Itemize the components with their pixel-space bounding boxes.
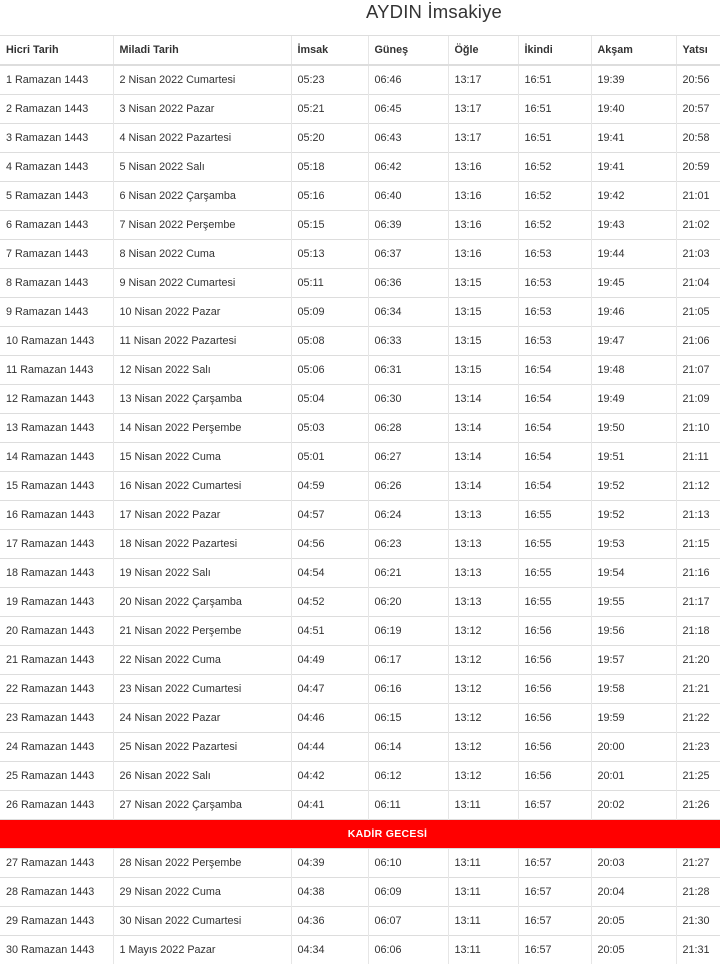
cell-gunes: 06:43 <box>368 124 448 153</box>
table-row <box>0 443 720 472</box>
cell-hicri-tarih: 14 Ramazan 1443 <box>0 443 113 472</box>
cell-miladi-tarih: 18 Nisan 2022 Pazartesi <box>113 530 291 559</box>
cell-gunes: 06:21 <box>368 559 448 588</box>
cell-imsak: 04:36 <box>291 907 368 936</box>
table-row <box>0 501 720 530</box>
cell-hicri-tarih: 23 Ramazan 1443 <box>0 704 113 733</box>
table-row <box>0 240 720 269</box>
cell-gunes: 06:06 <box>368 936 448 964</box>
cell-miladi-tarih: 17 Nisan 2022 Pazar <box>113 501 291 530</box>
cell-ogle: 13:17 <box>448 95 518 124</box>
cell-imsak: 05:01 <box>291 443 368 472</box>
table-row <box>0 675 720 704</box>
cell-hicri-tarih: 3 Ramazan 1443 <box>0 124 113 153</box>
cell-yatsi: 21:12 <box>676 472 720 501</box>
cell-miladi-tarih: 8 Nisan 2022 Cuma <box>113 240 291 269</box>
cell-miladi-tarih: 26 Nisan 2022 Salı <box>113 762 291 791</box>
cell-miladi-tarih: 30 Nisan 2022 Cumartesi <box>113 907 291 936</box>
cell-imsak: 04:42 <box>291 762 368 791</box>
cell-yatsi: 21:21 <box>676 675 720 704</box>
cell-gunes: 06:14 <box>368 733 448 762</box>
cell-imsak: 05:06 <box>291 356 368 385</box>
table-row <box>0 298 720 327</box>
cell-gunes: 06:26 <box>368 472 448 501</box>
cell-ogle: 13:12 <box>448 646 518 675</box>
cell-hicri-tarih: 13 Ramazan 1443 <box>0 414 113 443</box>
cell-miladi-tarih: 9 Nisan 2022 Cumartesi <box>113 269 291 298</box>
cell-imsak: 04:54 <box>291 559 368 588</box>
cell-ogle: 13:12 <box>448 762 518 791</box>
cell-hicri-tarih: 8 Ramazan 1443 <box>0 269 113 298</box>
table-row <box>0 936 720 964</box>
cell-miladi-tarih: 4 Nisan 2022 Pazartesi <box>113 124 291 153</box>
table-row <box>0 762 720 791</box>
cell-gunes: 06:45 <box>368 95 448 124</box>
cell-imsak: 05:03 <box>291 414 368 443</box>
cell-ikindi: 16:57 <box>518 907 591 936</box>
cell-ogle: 13:11 <box>448 878 518 907</box>
cell-miladi-tarih: 7 Nisan 2022 Perşembe <box>113 211 291 240</box>
cell-aksam: 19:52 <box>591 501 676 530</box>
cell-gunes: 06:42 <box>368 153 448 182</box>
cell-aksam: 19:42 <box>591 182 676 211</box>
cell-ogle: 13:14 <box>448 472 518 501</box>
cell-ogle: 13:12 <box>448 733 518 762</box>
cell-hicri-tarih: 9 Ramazan 1443 <box>0 298 113 327</box>
cell-yatsi: 21:02 <box>676 211 720 240</box>
cell-ikindi: 16:55 <box>518 588 591 617</box>
cell-ogle: 13:11 <box>448 936 518 964</box>
cell-gunes: 06:46 <box>368 65 448 95</box>
cell-ogle: 13:12 <box>448 675 518 704</box>
cell-aksam: 19:58 <box>591 675 676 704</box>
header-ogle: Öğle <box>448 36 518 66</box>
table-row <box>0 211 720 240</box>
cell-yatsi: 21:07 <box>676 356 720 385</box>
cell-imsak: 05:23 <box>291 65 368 95</box>
cell-yatsi: 21:17 <box>676 588 720 617</box>
table-row <box>0 907 720 936</box>
table-body <box>0 65 720 964</box>
cell-ikindi: 16:54 <box>518 385 591 414</box>
cell-miladi-tarih: 28 Nisan 2022 Perşembe <box>113 849 291 878</box>
cell-hicri-tarih: 4 Ramazan 1443 <box>0 153 113 182</box>
cell-imsak: 04:57 <box>291 501 368 530</box>
cell-ikindi: 16:57 <box>518 791 591 820</box>
cell-miladi-tarih: 23 Nisan 2022 Cumartesi <box>113 675 291 704</box>
cell-ikindi: 16:56 <box>518 646 591 675</box>
table-row <box>0 269 720 298</box>
cell-hicri-tarih: 22 Ramazan 1443 <box>0 675 113 704</box>
cell-ikindi: 16:57 <box>518 849 591 878</box>
cell-yatsi: 20:56 <box>676 65 720 95</box>
cell-miladi-tarih: 14 Nisan 2022 Perşembe <box>113 414 291 443</box>
table-row <box>0 414 720 443</box>
cell-miladi-tarih: 11 Nisan 2022 Pazartesi <box>113 327 291 356</box>
table-row <box>0 791 720 820</box>
cell-imsak: 05:15 <box>291 211 368 240</box>
cell-miladi-tarih: 29 Nisan 2022 Cuma <box>113 878 291 907</box>
cell-imsak: 04:59 <box>291 472 368 501</box>
cell-ogle: 13:16 <box>448 182 518 211</box>
cell-yatsi: 21:10 <box>676 414 720 443</box>
header-row <box>0 36 720 66</box>
cell-gunes: 06:10 <box>368 849 448 878</box>
cell-ogle: 13:16 <box>448 153 518 182</box>
table-row <box>0 733 720 762</box>
cell-aksam: 19:52 <box>591 472 676 501</box>
cell-imsak: 05:04 <box>291 385 368 414</box>
table-row <box>0 530 720 559</box>
cell-ikindi: 16:56 <box>518 704 591 733</box>
cell-hicri-tarih: 15 Ramazan 1443 <box>0 472 113 501</box>
cell-imsak: 04:46 <box>291 704 368 733</box>
cell-aksam: 19:59 <box>591 704 676 733</box>
cell-miladi-tarih: 22 Nisan 2022 Cuma <box>113 646 291 675</box>
table-row <box>0 559 720 588</box>
cell-ogle: 13:15 <box>448 327 518 356</box>
cell-imsak: 05:16 <box>291 182 368 211</box>
header-imsak: İmsak <box>291 36 368 66</box>
cell-miladi-tarih: 25 Nisan 2022 Pazartesi <box>113 733 291 762</box>
cell-ikindi: 16:57 <box>518 936 591 964</box>
cell-ikindi: 16:51 <box>518 95 591 124</box>
cell-ogle: 13:13 <box>448 501 518 530</box>
cell-ogle: 13:11 <box>448 907 518 936</box>
cell-ogle: 13:11 <box>448 791 518 820</box>
cell-ikindi: 16:51 <box>518 65 591 95</box>
cell-ogle: 13:17 <box>448 65 518 95</box>
table-row <box>0 356 720 385</box>
cell-hicri-tarih: 30 Ramazan 1443 <box>0 936 113 964</box>
cell-yatsi: 20:59 <box>676 153 720 182</box>
cell-yatsi: 20:57 <box>676 95 720 124</box>
cell-ikindi: 16:56 <box>518 675 591 704</box>
cell-aksam: 19:53 <box>591 530 676 559</box>
cell-hicri-tarih: 7 Ramazan 1443 <box>0 240 113 269</box>
cell-ogle: 13:14 <box>448 443 518 472</box>
cell-ogle: 13:12 <box>448 617 518 646</box>
cell-imsak: 05:09 <box>291 298 368 327</box>
cell-aksam: 19:57 <box>591 646 676 675</box>
cell-gunes: 06:15 <box>368 704 448 733</box>
header-hicri-tarih: Hicri Tarih <box>0 36 113 66</box>
cell-aksam: 19:54 <box>591 559 676 588</box>
cell-ikindi: 16:51 <box>518 124 591 153</box>
cell-imsak: 04:38 <box>291 878 368 907</box>
table-row <box>0 327 720 356</box>
cell-imsak: 05:08 <box>291 327 368 356</box>
cell-gunes: 06:24 <box>368 501 448 530</box>
cell-aksam: 19:41 <box>591 124 676 153</box>
cell-gunes: 06:07 <box>368 907 448 936</box>
cell-gunes: 06:39 <box>368 211 448 240</box>
cell-hicri-tarih: 21 Ramazan 1443 <box>0 646 113 675</box>
cell-miladi-tarih: 1 Mayıs 2022 Pazar <box>113 936 291 964</box>
cell-hicri-tarih: 5 Ramazan 1443 <box>0 182 113 211</box>
cell-ikindi: 16:56 <box>518 733 591 762</box>
cell-ogle: 13:11 <box>448 849 518 878</box>
cell-aksam: 20:03 <box>591 849 676 878</box>
table-row <box>0 849 720 878</box>
cell-aksam: 19:49 <box>591 385 676 414</box>
cell-imsak: 04:51 <box>291 617 368 646</box>
cell-ikindi: 16:52 <box>518 211 591 240</box>
cell-gunes: 06:27 <box>368 443 448 472</box>
cell-imsak: 05:18 <box>291 153 368 182</box>
cell-aksam: 19:48 <box>591 356 676 385</box>
cell-hicri-tarih: 6 Ramazan 1443 <box>0 211 113 240</box>
cell-miladi-tarih: 15 Nisan 2022 Cuma <box>113 443 291 472</box>
cell-imsak: 05:20 <box>291 124 368 153</box>
cell-yatsi: 20:58 <box>676 124 720 153</box>
cell-gunes: 06:12 <box>368 762 448 791</box>
header-miladi-tarih: Miladi Tarih <box>113 36 291 66</box>
table-row <box>0 878 720 907</box>
cell-aksam: 19:45 <box>591 269 676 298</box>
cell-miladi-tarih: 12 Nisan 2022 Salı <box>113 356 291 385</box>
cell-ogle: 13:15 <box>448 269 518 298</box>
cell-aksam: 20:01 <box>591 762 676 791</box>
header-gunes: Güneş <box>368 36 448 66</box>
cell-ogle: 13:17 <box>448 124 518 153</box>
cell-aksam: 20:05 <box>591 936 676 964</box>
table-row <box>0 124 720 153</box>
cell-yatsi: 21:28 <box>676 878 720 907</box>
cell-hicri-tarih: 27 Ramazan 1443 <box>0 849 113 878</box>
cell-aksam: 19:55 <box>591 588 676 617</box>
cell-gunes: 06:28 <box>368 414 448 443</box>
cell-ikindi: 16:53 <box>518 269 591 298</box>
cell-ogle: 13:14 <box>448 414 518 443</box>
cell-gunes: 06:17 <box>368 646 448 675</box>
cell-aksam: 20:04 <box>591 878 676 907</box>
cell-imsak: 04:44 <box>291 733 368 762</box>
cell-miladi-tarih: 6 Nisan 2022 Çarşamba <box>113 182 291 211</box>
cell-yatsi: 21:13 <box>676 501 720 530</box>
page-title: AYDIN İmsakiye <box>0 0 720 34</box>
cell-ikindi: 16:54 <box>518 414 591 443</box>
table-row <box>0 153 720 182</box>
cell-aksam: 19:51 <box>591 443 676 472</box>
cell-hicri-tarih: 28 Ramazan 1443 <box>0 878 113 907</box>
cell-miladi-tarih: 2 Nisan 2022 Cumartesi <box>113 65 291 95</box>
cell-imsak: 04:47 <box>291 675 368 704</box>
cell-hicri-tarih: 12 Ramazan 1443 <box>0 385 113 414</box>
cell-gunes: 06:40 <box>368 182 448 211</box>
cell-miladi-tarih: 16 Nisan 2022 Cumartesi <box>113 472 291 501</box>
cell-ikindi: 16:56 <box>518 762 591 791</box>
cell-gunes: 06:23 <box>368 530 448 559</box>
cell-ikindi: 16:53 <box>518 240 591 269</box>
cell-yatsi: 21:20 <box>676 646 720 675</box>
cell-ikindi: 16:54 <box>518 443 591 472</box>
table-row <box>0 472 720 501</box>
cell-ogle: 13:13 <box>448 530 518 559</box>
cell-gunes: 06:09 <box>368 878 448 907</box>
cell-miladi-tarih: 19 Nisan 2022 Salı <box>113 559 291 588</box>
cell-ogle: 13:14 <box>448 385 518 414</box>
cell-imsak: 05:13 <box>291 240 368 269</box>
cell-hicri-tarih: 24 Ramazan 1443 <box>0 733 113 762</box>
cell-imsak: 04:52 <box>291 588 368 617</box>
cell-gunes: 06:16 <box>368 675 448 704</box>
header-aksam: Akşam <box>591 36 676 66</box>
cell-hicri-tarih: 26 Ramazan 1443 <box>0 791 113 820</box>
cell-aksam: 20:05 <box>591 907 676 936</box>
table-row <box>0 385 720 414</box>
cell-ikindi: 16:53 <box>518 327 591 356</box>
table-row <box>0 646 720 675</box>
cell-hicri-tarih: 25 Ramazan 1443 <box>0 762 113 791</box>
cell-aksam: 20:02 <box>591 791 676 820</box>
cell-miladi-tarih: 27 Nisan 2022 Çarşamba <box>113 791 291 820</box>
cell-ogle: 13:12 <box>448 704 518 733</box>
cell-aksam: 19:47 <box>591 327 676 356</box>
cell-ikindi: 16:53 <box>518 298 591 327</box>
cell-yatsi: 21:30 <box>676 907 720 936</box>
cell-gunes: 06:37 <box>368 240 448 269</box>
cell-miladi-tarih: 5 Nisan 2022 Salı <box>113 153 291 182</box>
cell-miladi-tarih: 24 Nisan 2022 Pazar <box>113 704 291 733</box>
cell-gunes: 06:20 <box>368 588 448 617</box>
cell-yatsi: 21:06 <box>676 327 720 356</box>
cell-ikindi: 16:52 <box>518 153 591 182</box>
cell-yatsi: 21:04 <box>676 269 720 298</box>
cell-ogle: 13:13 <box>448 559 518 588</box>
cell-aksam: 19:43 <box>591 211 676 240</box>
cell-imsak: 04:41 <box>291 791 368 820</box>
cell-yatsi: 21:23 <box>676 733 720 762</box>
cell-gunes: 06:33 <box>368 327 448 356</box>
cell-miladi-tarih: 21 Nisan 2022 Perşembe <box>113 617 291 646</box>
cell-aksam: 20:00 <box>591 733 676 762</box>
cell-ogle: 13:16 <box>448 240 518 269</box>
table-row <box>0 617 720 646</box>
cell-aksam: 19:39 <box>591 65 676 95</box>
cell-hicri-tarih: 20 Ramazan 1443 <box>0 617 113 646</box>
cell-aksam: 19:41 <box>591 153 676 182</box>
cell-aksam: 19:44 <box>591 240 676 269</box>
cell-gunes: 06:34 <box>368 298 448 327</box>
cell-ikindi: 16:55 <box>518 501 591 530</box>
cell-hicri-tarih: 18 Ramazan 1443 <box>0 559 113 588</box>
cell-miladi-tarih: 20 Nisan 2022 Çarşamba <box>113 588 291 617</box>
cell-yatsi: 21:27 <box>676 849 720 878</box>
kadir-gecesi-banner-row <box>0 820 720 849</box>
cell-ogle: 13:16 <box>448 211 518 240</box>
cell-aksam: 19:40 <box>591 95 676 124</box>
cell-gunes: 06:31 <box>368 356 448 385</box>
cell-yatsi: 21:22 <box>676 704 720 733</box>
cell-ikindi: 16:54 <box>518 356 591 385</box>
cell-yatsi: 21:03 <box>676 240 720 269</box>
cell-ikindi: 16:55 <box>518 559 591 588</box>
cell-yatsi: 21:01 <box>676 182 720 211</box>
cell-hicri-tarih: 1 Ramazan 1443 <box>0 65 113 95</box>
cell-yatsi: 21:15 <box>676 530 720 559</box>
cell-hicri-tarih: 17 Ramazan 1443 <box>0 530 113 559</box>
cell-ikindi: 16:54 <box>518 472 591 501</box>
cell-gunes: 06:11 <box>368 791 448 820</box>
cell-imsak: 05:11 <box>291 269 368 298</box>
table-row <box>0 182 720 211</box>
cell-aksam: 19:56 <box>591 617 676 646</box>
cell-yatsi: 21:09 <box>676 385 720 414</box>
cell-yatsi: 21:16 <box>676 559 720 588</box>
cell-gunes: 06:19 <box>368 617 448 646</box>
table-row <box>0 588 720 617</box>
cell-miladi-tarih: 13 Nisan 2022 Çarşamba <box>113 385 291 414</box>
cell-miladi-tarih: 3 Nisan 2022 Pazar <box>113 95 291 124</box>
cell-ikindi: 16:56 <box>518 617 591 646</box>
cell-hicri-tarih: 2 Ramazan 1443 <box>0 95 113 124</box>
cell-imsak: 04:56 <box>291 530 368 559</box>
cell-yatsi: 21:26 <box>676 791 720 820</box>
cell-ikindi: 16:52 <box>518 182 591 211</box>
table-row <box>0 65 720 95</box>
cell-imsak: 04:39 <box>291 849 368 878</box>
cell-ikindi: 16:55 <box>518 530 591 559</box>
cell-hicri-tarih: 11 Ramazan 1443 <box>0 356 113 385</box>
cell-imsak: 04:34 <box>291 936 368 964</box>
cell-ogle: 13:15 <box>448 298 518 327</box>
cell-hicri-tarih: 19 Ramazan 1443 <box>0 588 113 617</box>
table-row <box>0 95 720 124</box>
cell-yatsi: 21:05 <box>676 298 720 327</box>
cell-imsak: 05:21 <box>291 95 368 124</box>
cell-hicri-tarih: 29 Ramazan 1443 <box>0 907 113 936</box>
kadir-gecesi-banner <box>0 820 720 849</box>
imsakiye-table <box>0 35 720 964</box>
table-row <box>0 704 720 733</box>
cell-miladi-tarih: 10 Nisan 2022 Pazar <box>113 298 291 327</box>
header-yatsi: Yatsı <box>676 36 720 66</box>
cell-yatsi: 21:11 <box>676 443 720 472</box>
kadir-gecesi-label: KADİR GECESİ <box>348 828 427 840</box>
cell-imsak: 04:49 <box>291 646 368 675</box>
cell-aksam: 19:50 <box>591 414 676 443</box>
cell-ogle: 13:13 <box>448 588 518 617</box>
cell-ogle: 13:15 <box>448 356 518 385</box>
cell-yatsi: 21:18 <box>676 617 720 646</box>
cell-yatsi: 21:25 <box>676 762 720 791</box>
cell-gunes: 06:30 <box>368 385 448 414</box>
cell-hicri-tarih: 10 Ramazan 1443 <box>0 327 113 356</box>
cell-gunes: 06:36 <box>368 269 448 298</box>
cell-yatsi: 21:31 <box>676 936 720 964</box>
cell-aksam: 19:46 <box>591 298 676 327</box>
cell-hicri-tarih: 16 Ramazan 1443 <box>0 501 113 530</box>
header-ikindi: İkindi <box>518 36 591 66</box>
cell-ikindi: 16:57 <box>518 878 591 907</box>
